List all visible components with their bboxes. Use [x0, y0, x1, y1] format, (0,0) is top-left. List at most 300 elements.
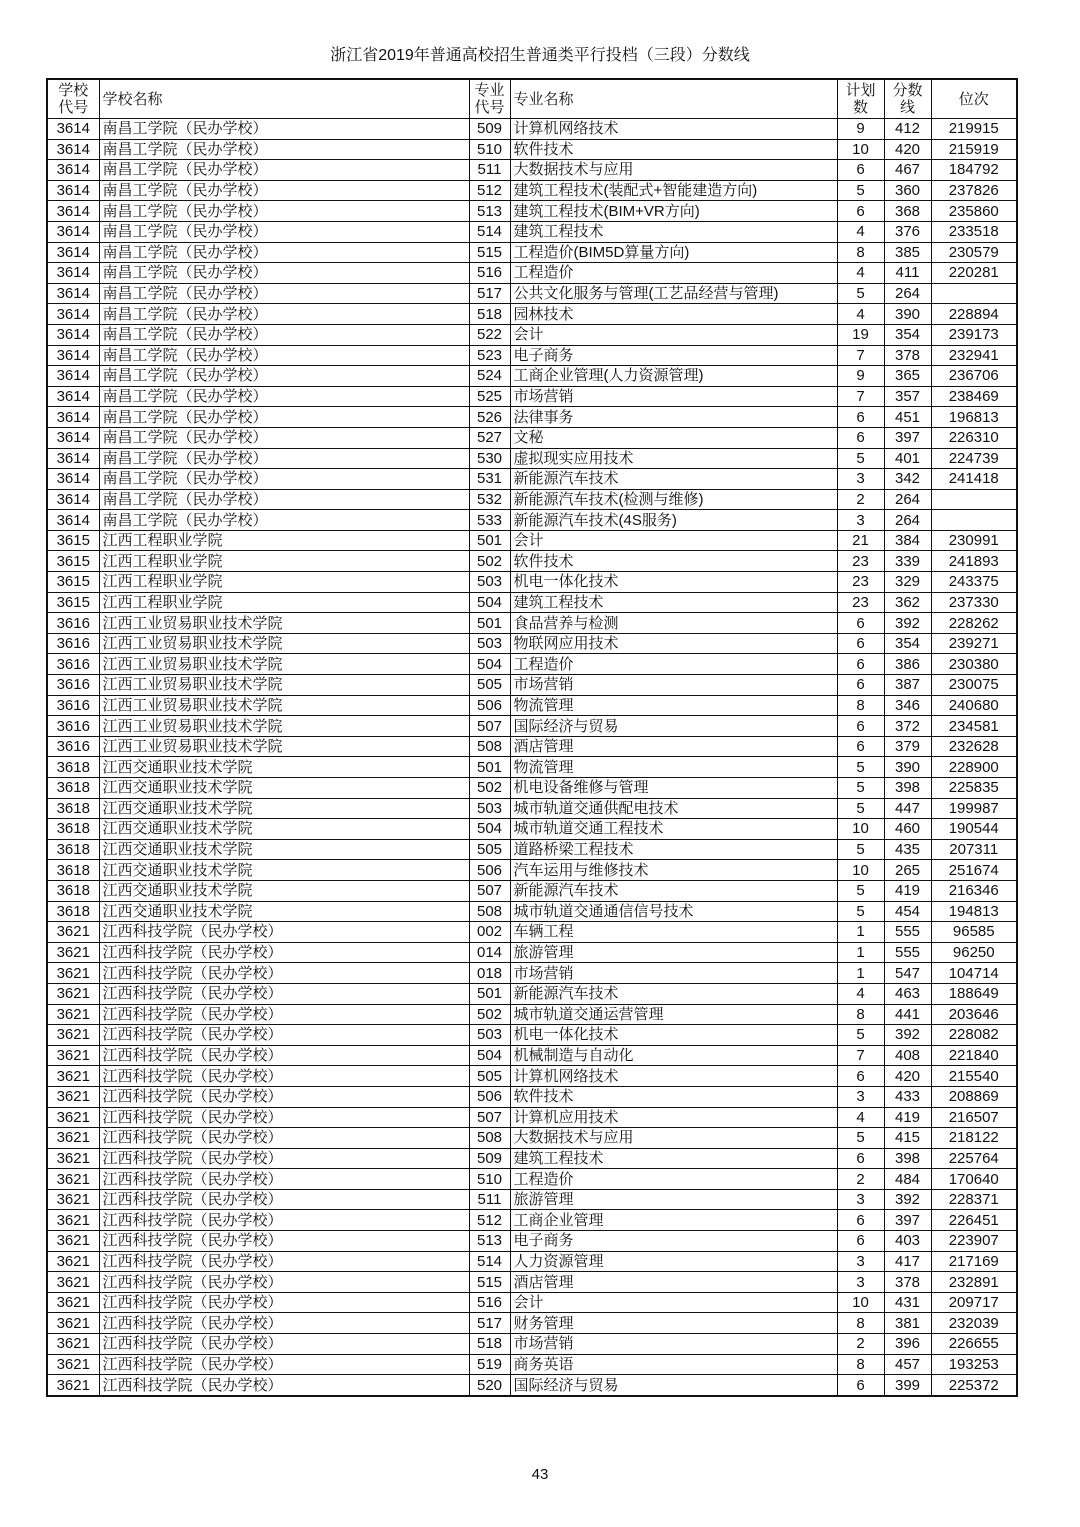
cell-score: 411	[884, 263, 931, 284]
cell-school-name: 江西科技学院（民办学校）	[99, 1375, 469, 1396]
cell-plan: 10	[837, 1292, 884, 1313]
cell-school-code: 3614	[47, 469, 99, 490]
cell-school-code: 3621	[47, 1169, 99, 1190]
cell-school-name: 江西工业贸易职业技术学院	[99, 633, 469, 654]
cell-major-code: 503	[469, 633, 510, 654]
cell-major-code: 520	[469, 1375, 510, 1396]
cell-school-code: 3616	[47, 654, 99, 675]
cell-score: 401	[884, 448, 931, 469]
cell-major-code: 517	[469, 283, 510, 304]
cell-major-name: 虚拟现实应用技术	[510, 448, 837, 469]
cell-school-name: 南昌工学院（民办学校）	[99, 469, 469, 490]
cell-major-code: 531	[469, 469, 510, 490]
cell-plan: 4	[837, 1107, 884, 1128]
cell-major-code: 503	[469, 1025, 510, 1046]
cell-plan: 5	[837, 757, 884, 778]
cell-school-code: 3614	[47, 345, 99, 366]
cell-school-name: 南昌工学院（民办学校）	[99, 448, 469, 469]
cell-score: 365	[884, 366, 931, 387]
cell-school-code: 3621	[47, 1292, 99, 1313]
cell-major-name: 食品营养与检测	[510, 613, 837, 634]
cell-school-code: 3614	[47, 510, 99, 531]
cell-school-code: 3615	[47, 592, 99, 613]
cell-plan: 21	[837, 530, 884, 551]
cell-plan: 6	[837, 407, 884, 428]
cell-school-name: 江西交通职业技术学院	[99, 798, 469, 819]
cell-plan: 3	[837, 1272, 884, 1293]
cell-school-code: 3621	[47, 983, 99, 1004]
cell-major-name: 文秘	[510, 427, 837, 448]
cell-school-code: 3616	[47, 716, 99, 737]
cell-school-code: 3621	[47, 942, 99, 963]
cell-major-code: 513	[469, 1231, 510, 1252]
cell-score: 547	[884, 963, 931, 984]
cell-score: 357	[884, 386, 931, 407]
cell-rank: 239271	[931, 633, 1017, 654]
cell-school-name: 江西科技学院（民办学校）	[99, 1354, 469, 1375]
cell-school-code: 3614	[47, 180, 99, 201]
table-row	[47, 489, 1017, 510]
cell-rank: 226655	[931, 1334, 1017, 1355]
cell-major-code: 524	[469, 366, 510, 387]
cell-rank: 190544	[931, 819, 1017, 840]
cell-school-name: 南昌工学院（民办学校）	[99, 304, 469, 325]
cell-rank: 221840	[931, 1045, 1017, 1066]
cell-major-code: 504	[469, 1045, 510, 1066]
table-row	[47, 716, 1017, 737]
cell-plan: 10	[837, 139, 884, 160]
cell-major-name: 法律事务	[510, 407, 837, 428]
cell-plan: 2	[837, 489, 884, 510]
cell-major-name: 城市轨道交通供配电技术	[510, 798, 837, 819]
cell-plan: 3	[837, 510, 884, 531]
cell-major-name: 城市轨道交通运营管理	[510, 1004, 837, 1025]
cell-plan: 3	[837, 1189, 884, 1210]
table-row	[47, 778, 1017, 799]
cell-score: 460	[884, 819, 931, 840]
cell-rank: 207311	[931, 839, 1017, 860]
cell-plan: 6	[837, 201, 884, 222]
cell-major-name: 车辆工程	[510, 922, 837, 943]
cell-school-code: 3621	[47, 1086, 99, 1107]
cell-major-code: 532	[469, 489, 510, 510]
cell-major-code: 501	[469, 613, 510, 634]
cell-score: 368	[884, 201, 931, 222]
table-row	[47, 1375, 1017, 1396]
cell-score: 447	[884, 798, 931, 819]
cell-rank: 241418	[931, 469, 1017, 490]
cell-rank: 215540	[931, 1066, 1017, 1087]
cell-school-name: 江西科技学院（民办学校）	[99, 983, 469, 1004]
table-row	[47, 1251, 1017, 1272]
cell-school-code: 3616	[47, 736, 99, 757]
table-row	[47, 304, 1017, 325]
cell-major-name: 工程造价	[510, 1169, 837, 1190]
cell-score: 555	[884, 942, 931, 963]
cell-major-code: 505	[469, 675, 510, 696]
cell-rank: 236706	[931, 366, 1017, 387]
cell-major-code: 530	[469, 448, 510, 469]
table-row	[47, 983, 1017, 1004]
header-major-name: 专业名称	[510, 79, 837, 119]
cell-major-code: 002	[469, 922, 510, 943]
header-school-code: 学校代号	[47, 79, 99, 119]
cell-score: 379	[884, 736, 931, 757]
cell-major-name: 建筑工程技术(装配式+智能建造方向)	[510, 180, 837, 201]
cell-score: 378	[884, 1272, 931, 1293]
cell-major-code: 519	[469, 1354, 510, 1375]
cell-major-code: 518	[469, 1334, 510, 1355]
cell-major-code: 509	[469, 119, 510, 140]
cell-school-name: 江西工程职业学院	[99, 530, 469, 551]
cell-plan: 5	[837, 778, 884, 799]
cell-school-name: 南昌工学院（民办学校）	[99, 263, 469, 284]
table-row	[47, 469, 1017, 490]
cell-plan: 6	[837, 633, 884, 654]
cell-rank: 216507	[931, 1107, 1017, 1128]
cell-major-code: 506	[469, 1086, 510, 1107]
cell-rank: 228262	[931, 613, 1017, 634]
cell-rank: 228371	[931, 1189, 1017, 1210]
cell-major-name: 物联网应用技术	[510, 633, 837, 654]
table-row	[47, 1169, 1017, 1190]
cell-score: 354	[884, 633, 931, 654]
cell-score: 433	[884, 1086, 931, 1107]
cell-school-code: 3618	[47, 860, 99, 881]
cell-plan: 5	[837, 798, 884, 819]
cell-score: 387	[884, 675, 931, 696]
cell-major-code: 502	[469, 778, 510, 799]
cell-school-code: 3618	[47, 901, 99, 922]
cell-plan: 6	[837, 1231, 884, 1252]
cell-score: 398	[884, 1148, 931, 1169]
cell-major-name: 酒店管理	[510, 736, 837, 757]
cell-score: 415	[884, 1128, 931, 1149]
cell-rank: 217169	[931, 1251, 1017, 1272]
cell-school-name: 江西工业贸易职业技术学院	[99, 654, 469, 675]
cell-rank: 194813	[931, 901, 1017, 922]
cell-major-name: 机械制造与自动化	[510, 1045, 837, 1066]
cell-school-name: 江西交通职业技术学院	[99, 757, 469, 778]
cell-score: 360	[884, 180, 931, 201]
cell-school-name: 江西交通职业技术学院	[99, 778, 469, 799]
cell-major-name: 建筑工程技术	[510, 221, 837, 242]
table-row	[47, 963, 1017, 984]
table-row	[47, 427, 1017, 448]
cell-major-name: 市场营销	[510, 1334, 837, 1355]
cell-major-name: 会计	[510, 324, 837, 345]
cell-plan: 8	[837, 1354, 884, 1375]
page-number: 43	[531, 1466, 549, 1483]
cell-rank: 230075	[931, 675, 1017, 696]
cell-school-code: 3618	[47, 819, 99, 840]
cell-major-name: 市场营销	[510, 675, 837, 696]
cell-school-name: 南昌工学院（民办学校）	[99, 489, 469, 510]
cell-school-code: 3614	[47, 283, 99, 304]
cell-school-code: 3614	[47, 324, 99, 345]
cell-score: 457	[884, 1354, 931, 1375]
cell-school-name: 江西交通职业技术学院	[99, 901, 469, 922]
cell-score: 329	[884, 572, 931, 593]
cell-major-code: 018	[469, 963, 510, 984]
admission-score-table	[46, 78, 1018, 1397]
cell-major-code: 509	[469, 1148, 510, 1169]
cell-school-code: 3621	[47, 1272, 99, 1293]
table-row	[47, 572, 1017, 593]
cell-major-name: 旅游管理	[510, 942, 837, 963]
cell-school-name: 江西科技学院（民办学校）	[99, 922, 469, 943]
cell-score: 384	[884, 530, 931, 551]
cell-major-name: 酒店管理	[510, 1272, 837, 1293]
cell-rank: 228900	[931, 757, 1017, 778]
cell-school-name: 江西科技学院（民办学校）	[99, 1066, 469, 1087]
table-row	[47, 613, 1017, 634]
cell-school-name: 江西科技学院（民办学校）	[99, 1148, 469, 1169]
cell-plan: 1	[837, 963, 884, 984]
header-rank: 位次	[931, 79, 1017, 119]
cell-score: 372	[884, 716, 931, 737]
table-row	[47, 1025, 1017, 1046]
cell-major-code: 533	[469, 510, 510, 531]
table-row	[47, 448, 1017, 469]
cell-rank: 219915	[931, 119, 1017, 140]
cell-plan: 6	[837, 675, 884, 696]
table-body	[47, 119, 1017, 1396]
cell-major-name: 机电一体化技术	[510, 1025, 837, 1046]
cell-rank: 233518	[931, 221, 1017, 242]
cell-plan: 6	[837, 654, 884, 675]
cell-major-name: 城市轨道交通工程技术	[510, 819, 837, 840]
cell-score: 454	[884, 901, 931, 922]
cell-major-code: 506	[469, 695, 510, 716]
cell-rank: 104714	[931, 963, 1017, 984]
table-row	[47, 201, 1017, 222]
cell-rank: 220281	[931, 263, 1017, 284]
cell-plan: 2	[837, 1169, 884, 1190]
cell-major-code: 516	[469, 263, 510, 284]
cell-major-code: 501	[469, 983, 510, 1004]
cell-score: 419	[884, 1107, 931, 1128]
table-row	[47, 1231, 1017, 1252]
cell-plan: 3	[837, 469, 884, 490]
cell-major-code: 508	[469, 1128, 510, 1149]
cell-plan: 1	[837, 942, 884, 963]
header-plan: 计划数	[837, 79, 884, 119]
cell-major-name: 新能源汽车技术	[510, 469, 837, 490]
cell-major-code: 510	[469, 139, 510, 160]
table-row	[47, 1128, 1017, 1149]
cell-plan: 6	[837, 1066, 884, 1087]
cell-major-name: 工商企业管理	[510, 1210, 837, 1231]
table-row	[47, 592, 1017, 613]
cell-score: 378	[884, 345, 931, 366]
cell-school-name: 南昌工学院（民办学校）	[99, 180, 469, 201]
cell-school-name: 江西交通职业技术学院	[99, 839, 469, 860]
table-row	[47, 860, 1017, 881]
cell-plan: 6	[837, 427, 884, 448]
table-header-row	[47, 79, 1017, 119]
cell-plan: 10	[837, 819, 884, 840]
cell-score: 398	[884, 778, 931, 799]
table-row	[47, 221, 1017, 242]
cell-score: 346	[884, 695, 931, 716]
cell-major-name: 财务管理	[510, 1313, 837, 1334]
cell-major-name: 机电一体化技术	[510, 572, 837, 593]
cell-score: 467	[884, 160, 931, 181]
cell-school-name: 江西工程职业学院	[99, 592, 469, 613]
cell-rank: 226310	[931, 427, 1017, 448]
cell-school-code: 3614	[47, 366, 99, 387]
cell-school-code: 3621	[47, 1231, 99, 1252]
cell-school-code: 3614	[47, 160, 99, 181]
cell-major-name: 机电设备维修与管理	[510, 778, 837, 799]
cell-school-name: 南昌工学院（民办学校）	[99, 427, 469, 448]
cell-major-code: 507	[469, 1107, 510, 1128]
table-row	[47, 242, 1017, 263]
cell-score: 381	[884, 1313, 931, 1334]
cell-major-name: 道路桥梁工程技术	[510, 839, 837, 860]
cell-plan: 3	[837, 1086, 884, 1107]
cell-rank: 251674	[931, 860, 1017, 881]
cell-major-code: 507	[469, 880, 510, 901]
table-row	[47, 695, 1017, 716]
table-row	[47, 757, 1017, 778]
cell-rank: 224739	[931, 448, 1017, 469]
cell-score: 399	[884, 1375, 931, 1396]
cell-major-name: 物流管理	[510, 757, 837, 778]
cell-plan: 5	[837, 448, 884, 469]
cell-school-code: 3616	[47, 695, 99, 716]
cell-rank: 225372	[931, 1375, 1017, 1396]
cell-plan: 4	[837, 263, 884, 284]
cell-school-code: 3621	[47, 1354, 99, 1375]
cell-school-name: 江西科技学院（民办学校）	[99, 1231, 469, 1252]
cell-school-name: 江西工业贸易职业技术学院	[99, 695, 469, 716]
cell-score: 396	[884, 1334, 931, 1355]
cell-major-code: 525	[469, 386, 510, 407]
cell-school-name: 江西科技学院（民办学校）	[99, 942, 469, 963]
table-row	[47, 119, 1017, 140]
table-row	[47, 1148, 1017, 1169]
cell-major-code: 526	[469, 407, 510, 428]
cell-rank: 218122	[931, 1128, 1017, 1149]
cell-rank: 170640	[931, 1169, 1017, 1190]
table-row	[47, 386, 1017, 407]
table-row	[47, 1354, 1017, 1375]
cell-school-code: 3618	[47, 798, 99, 819]
cell-score: 264	[884, 283, 931, 304]
cell-plan: 5	[837, 901, 884, 922]
cell-score: 420	[884, 139, 931, 160]
cell-major-code: 514	[469, 221, 510, 242]
cell-school-name: 南昌工学院（民办学校）	[99, 139, 469, 160]
cell-school-name: 南昌工学院（民办学校）	[99, 407, 469, 428]
cell-major-code: 507	[469, 716, 510, 737]
cell-plan: 8	[837, 242, 884, 263]
cell-rank: 243375	[931, 572, 1017, 593]
table-row	[47, 345, 1017, 366]
cell-plan: 8	[837, 1004, 884, 1025]
cell-major-code: 518	[469, 304, 510, 325]
cell-school-name: 江西科技学院（民办学校）	[99, 1313, 469, 1334]
cell-rank: 193253	[931, 1354, 1017, 1375]
table-row	[47, 160, 1017, 181]
cell-school-name: 江西交通职业技术学院	[99, 880, 469, 901]
cell-school-name: 南昌工学院（民办学校）	[99, 386, 469, 407]
cell-school-code: 3621	[47, 1375, 99, 1396]
cell-major-code: 505	[469, 839, 510, 860]
cell-school-name: 江西科技学院（民办学校）	[99, 1189, 469, 1210]
table-row	[47, 510, 1017, 531]
cell-school-code: 3621	[47, 1025, 99, 1046]
cell-rank	[931, 510, 1017, 531]
cell-major-code: 502	[469, 551, 510, 572]
table-row	[47, 1272, 1017, 1293]
cell-school-name: 江西工业贸易职业技术学院	[99, 736, 469, 757]
cell-major-name: 市场营销	[510, 386, 837, 407]
cell-rank: 184792	[931, 160, 1017, 181]
cell-major-code: 504	[469, 819, 510, 840]
cell-score: 376	[884, 221, 931, 242]
table-row	[47, 366, 1017, 387]
cell-school-name: 江西工业贸易职业技术学院	[99, 716, 469, 737]
cell-rank: 238469	[931, 386, 1017, 407]
cell-school-name: 江西科技学院（民办学校）	[99, 1292, 469, 1313]
cell-major-code: 506	[469, 860, 510, 881]
table-row	[47, 1045, 1017, 1066]
cell-rank: 241893	[931, 551, 1017, 572]
cell-school-code: 3615	[47, 530, 99, 551]
cell-plan: 6	[837, 716, 884, 737]
cell-plan: 6	[837, 1210, 884, 1231]
cell-plan: 7	[837, 386, 884, 407]
table-row	[47, 880, 1017, 901]
cell-rank: 225764	[931, 1148, 1017, 1169]
cell-plan: 19	[837, 324, 884, 345]
cell-rank: 230991	[931, 530, 1017, 551]
cell-major-code: 508	[469, 736, 510, 757]
table-row	[47, 139, 1017, 160]
cell-school-name: 南昌工学院（民办学校）	[99, 283, 469, 304]
cell-major-name: 国际经济与贸易	[510, 716, 837, 737]
cell-plan: 4	[837, 983, 884, 1004]
cell-rank: 235860	[931, 201, 1017, 222]
cell-major-code: 508	[469, 901, 510, 922]
table-row	[47, 633, 1017, 654]
cell-major-name: 工程造价	[510, 263, 837, 284]
table-row	[47, 263, 1017, 284]
header-school-name: 学校名称	[99, 79, 469, 119]
cell-major-code: 014	[469, 942, 510, 963]
cell-school-code: 3614	[47, 139, 99, 160]
cell-school-name: 江西科技学院（民办学校）	[99, 1251, 469, 1272]
table-row	[47, 736, 1017, 757]
cell-plan: 5	[837, 283, 884, 304]
table-row	[47, 654, 1017, 675]
cell-major-name: 大数据技术与应用	[510, 160, 837, 181]
cell-rank	[931, 283, 1017, 304]
cell-major-name: 汽车运用与维修技术	[510, 860, 837, 881]
cell-rank: 199987	[931, 798, 1017, 819]
cell-school-name: 江西交通职业技术学院	[99, 819, 469, 840]
table-row	[47, 1004, 1017, 1025]
cell-plan: 7	[837, 345, 884, 366]
cell-major-name: 商务英语	[510, 1354, 837, 1375]
table-row	[47, 901, 1017, 922]
cell-school-code: 3618	[47, 778, 99, 799]
cell-score: 555	[884, 922, 931, 943]
cell-major-name: 建筑工程技术	[510, 592, 837, 613]
